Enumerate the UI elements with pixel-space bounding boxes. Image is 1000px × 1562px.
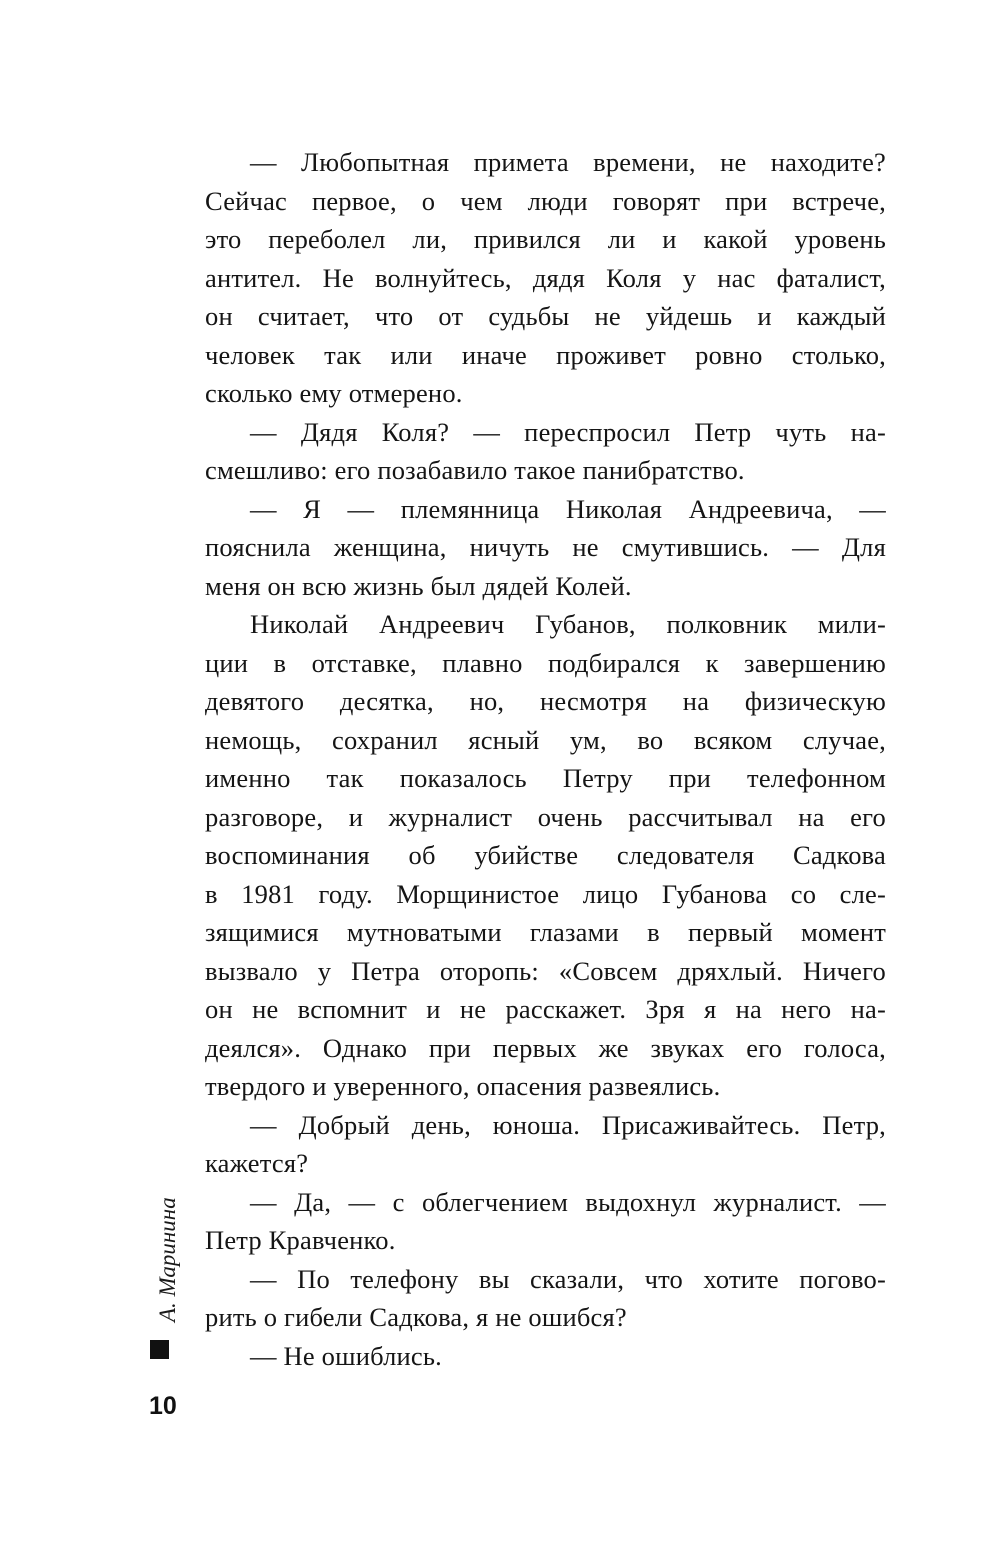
text-line: — Не ошиблись.	[250, 1340, 442, 1371]
section-marker-square	[150, 1340, 169, 1359]
text-line: это переболел ли, привился ли и какой уровень	[205, 224, 886, 254]
text-line: — Да, — с облегчением выдохнул журналист. —	[250, 1186, 886, 1217]
paragraph	[205, 1260, 886, 1337]
text-line: воспоминания об убийстве следователя Садкова	[205, 840, 886, 870]
text-line: девятого десятка, но, несмотря на физическую	[205, 686, 886, 716]
text-line: меня он всю жизнь был дядей Колей.	[205, 570, 632, 601]
text-line: Сейчас первое, о чем люди говорят при встрече,	[205, 185, 886, 216]
author-sidebar-label: А. Маринина	[155, 1197, 180, 1322]
paragraph	[205, 1106, 886, 1183]
text-line: антител. Не волнуйтесь, дядя Коля у нас фаталист,	[205, 262, 886, 293]
text-line: — Дядя Коля? — переспросил Петр чуть на-	[250, 416, 886, 447]
text-line: человек так или иначе проживет ровно столько,	[205, 339, 886, 370]
text-line: кажется?	[205, 1148, 309, 1178]
text-line: сколько ему отмерено.	[205, 378, 463, 408]
paragraph	[205, 605, 886, 1106]
text-line: вызвало у Петра оторопь: «Совсем дряхлый. Ничего	[205, 955, 886, 986]
paragraph	[205, 490, 886, 606]
text-line: деялся». Однако при первых же звуках его голоса,	[205, 1032, 886, 1063]
paragraph	[205, 1337, 886, 1376]
text-line: твердого и уверенного, опасения развеялись.	[205, 1071, 721, 1101]
text-line: немощь, сохранил ясный ум, во всяком случае,	[205, 724, 886, 755]
text-line: он считает, что от судьбы не уйдешь и каждый	[205, 301, 886, 331]
text-line: — Любопытная примета времени, не находите?	[250, 147, 886, 177]
text-line: — По телефону вы сказали, что хотите погово-	[250, 1263, 886, 1294]
text-line: рить о гибели Садкова, я не ошибся?	[205, 1302, 627, 1332]
text-line: ции в отставке, плавно подбирался к завершению	[205, 647, 886, 678]
text-line: разговоре, и журналист очень рассчитывал на его	[205, 801, 886, 832]
text-line: — Добрый день, юноша. Присаживайтесь. Петр,	[250, 1109, 886, 1140]
text-line: именно так показалось Петру при телефонном	[205, 763, 886, 793]
text-line: Петр Кравченко.	[205, 1225, 396, 1255]
text-line: в 1981 году. Морщинистое лицо Губанова со сле-	[205, 878, 886, 909]
text-line: смешливо: его позабавило такое панибратство.	[205, 455, 745, 485]
text-line: — Я — племянница Николая Андреевича, —	[250, 493, 886, 524]
text-block	[205, 143, 886, 1375]
page-number: 10	[149, 1392, 177, 1420]
text-line: пояснила женщина, ничуть не смутившись. — Для	[205, 532, 886, 562]
paragraph	[205, 1183, 886, 1260]
text-line: зящимися мутноватыми глазами в первый момент	[205, 917, 886, 947]
paragraph	[205, 413, 886, 490]
text-line: он не вспомнит и не расскажет. Зря я на него на-	[205, 994, 886, 1024]
paragraph	[205, 143, 886, 413]
text-line: Николай Андреевич Губанов, полковник мили-	[250, 609, 886, 639]
